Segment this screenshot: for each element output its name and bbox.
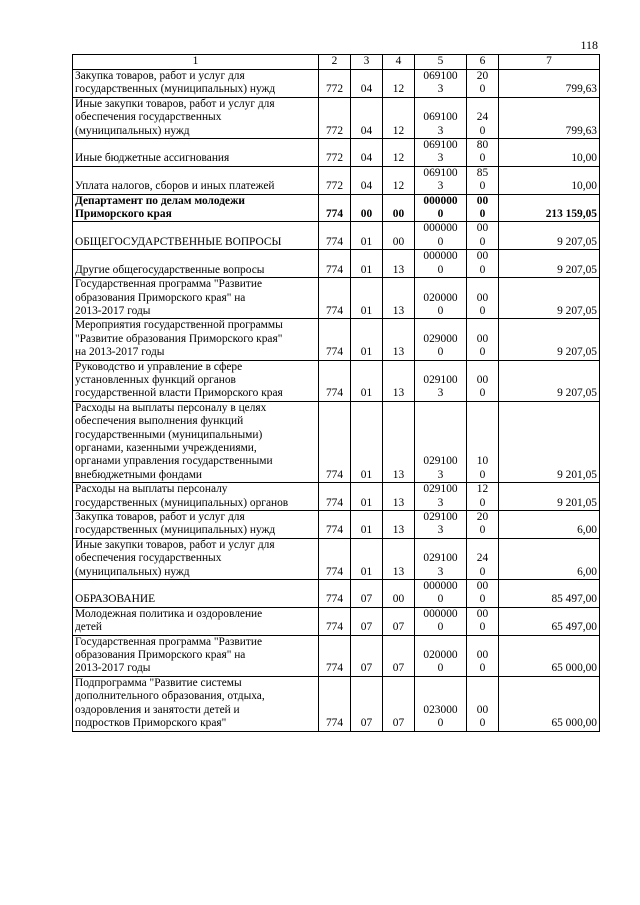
expense-type-cell: 00 0 [467, 222, 499, 250]
section-cell: 01 [351, 401, 383, 482]
code-cell: 774 [319, 538, 351, 579]
subsection-cell: 13 [383, 483, 415, 511]
table-row [73, 70, 600, 98]
code-cell: 774 [319, 319, 351, 360]
target-article-cell: 029000 0 [415, 319, 467, 360]
table-header-row [73, 55, 600, 70]
row-name-cell: Закупка товаров, работ и услуг для государственных (муниципальных) нужд [73, 70, 319, 98]
amount-cell: 65 497,00 [499, 607, 600, 635]
amount-cell: 799,63 [499, 97, 600, 138]
amount-cell: 6,00 [499, 511, 600, 539]
section-cell: 01 [351, 319, 383, 360]
section-cell: 04 [351, 97, 383, 138]
code-cell: 774 [319, 401, 351, 482]
subsection-cell: 12 [383, 70, 415, 98]
target-article-cell: 000000 0 [415, 607, 467, 635]
row-name-cell: Расходы на выплаты персоналу в целях обеспечения выполнения функций государственными (муниципальными) органами, казенными учреждениями, органами управления государственными внебюджетными фондами [73, 401, 319, 482]
row-name-cell: Департамент по делам молодежи Приморского края [73, 194, 319, 222]
subsection-cell: 07 [383, 607, 415, 635]
target-article-cell: 029100 3 [415, 360, 467, 401]
table-row [73, 607, 600, 635]
subsection-cell: 13 [383, 319, 415, 360]
code-cell: 774 [319, 360, 351, 401]
expense-type-cell: 00 0 [467, 635, 499, 676]
target-article-cell: 069100 3 [415, 139, 467, 167]
table-row [73, 139, 600, 167]
row-name-cell: Другие общегосударственные вопросы [73, 250, 319, 278]
row-name-cell: Подпрограмма "Развитие системы дополнительного образования, отдыха, оздоровления и занятости детей и подростков Приморского края" [73, 676, 319, 731]
table-row [73, 250, 600, 278]
section-cell: 07 [351, 580, 383, 608]
target-article-cell: 069100 3 [415, 166, 467, 194]
table-row [73, 360, 600, 401]
expense-type-cell: 12 0 [467, 483, 499, 511]
section-cell: 01 [351, 360, 383, 401]
subsection-cell: 13 [383, 278, 415, 319]
amount-cell: 6,00 [499, 538, 600, 579]
target-article-cell: 069100 3 [415, 70, 467, 98]
row-name-cell: Государственная программа "Развитие образования Приморского края" на 2013-2017 годы [73, 635, 319, 676]
amount-cell: 65 000,00 [499, 676, 600, 731]
table-body [73, 70, 600, 732]
code-cell: 772 [319, 166, 351, 194]
section-cell: 01 [351, 222, 383, 250]
row-name-cell: Иные закупки товаров, работ и услуг для обеспечения государственных (муниципальных) нужд [73, 538, 319, 579]
section-cell: 01 [351, 511, 383, 539]
table-row [73, 319, 600, 360]
code-cell: 772 [319, 70, 351, 98]
target-article-cell: 020000 0 [415, 635, 467, 676]
amount-cell: 213 159,05 [499, 194, 600, 222]
row-name-cell: Государственная программа "Развитие образования Приморского края" на 2013-2017 годы [73, 278, 319, 319]
section-cell: 07 [351, 607, 383, 635]
table-row [73, 222, 600, 250]
expense-type-cell: 80 0 [467, 139, 499, 167]
expense-type-cell: 85 0 [467, 166, 499, 194]
header-cell: 1 [73, 55, 319, 70]
subsection-cell: 12 [383, 97, 415, 138]
expense-type-cell: 00 0 [467, 607, 499, 635]
expense-type-cell: 24 0 [467, 97, 499, 138]
target-article-cell: 000000 0 [415, 250, 467, 278]
table-row [73, 278, 600, 319]
code-cell: 774 [319, 607, 351, 635]
section-cell: 04 [351, 70, 383, 98]
code-cell: 774 [319, 250, 351, 278]
row-name-cell: Руководство и управление в сфере установленных функций органов государственной власти Приморского края [73, 360, 319, 401]
table-row [73, 401, 600, 482]
expense-type-cell: 00 0 [467, 360, 499, 401]
expense-type-cell: 24 0 [467, 538, 499, 579]
expense-type-cell: 20 0 [467, 70, 499, 98]
table-row [73, 538, 600, 579]
expense-type-cell: 00 0 [467, 580, 499, 608]
code-cell: 774 [319, 194, 351, 222]
subsection-cell: 00 [383, 222, 415, 250]
code-cell: 774 [319, 676, 351, 731]
amount-cell: 9 207,05 [499, 278, 600, 319]
target-article-cell: 029100 3 [415, 511, 467, 539]
table-row [73, 580, 600, 608]
expense-type-cell: 00 0 [467, 194, 499, 222]
expense-type-cell: 00 0 [467, 278, 499, 319]
expense-type-cell: 00 0 [467, 319, 499, 360]
expense-type-cell: 00 0 [467, 676, 499, 731]
section-cell: 07 [351, 676, 383, 731]
expense-type-cell: 10 0 [467, 401, 499, 482]
header-cell: 4 [383, 55, 415, 70]
section-cell: 04 [351, 166, 383, 194]
section-cell: 07 [351, 635, 383, 676]
row-name-cell: Иные бюджетные ассигнования [73, 139, 319, 167]
row-name-cell: Иные закупки товаров, работ и услуг для обеспечения государственных (муниципальных) нужд [73, 97, 319, 138]
budget-table [72, 54, 600, 732]
target-article-cell: 029100 3 [415, 538, 467, 579]
target-article-cell: 000000 0 [415, 580, 467, 608]
subsection-cell: 13 [383, 250, 415, 278]
code-cell: 774 [319, 278, 351, 319]
table-row [73, 483, 600, 511]
subsection-cell: 13 [383, 538, 415, 579]
amount-cell: 799,63 [499, 70, 600, 98]
amount-cell: 85 497,00 [499, 580, 600, 608]
amount-cell: 9 201,05 [499, 401, 600, 482]
code-cell: 772 [319, 97, 351, 138]
code-cell: 772 [319, 139, 351, 167]
expense-type-cell: 20 0 [467, 511, 499, 539]
amount-cell: 9 201,05 [499, 483, 600, 511]
row-name-cell: Молодежная политика и оздоровление детей [73, 607, 319, 635]
header-cell: 7 [499, 55, 600, 70]
amount-cell: 10,00 [499, 139, 600, 167]
amount-cell: 65 000,00 [499, 635, 600, 676]
target-article-cell: 069100 3 [415, 97, 467, 138]
subsection-cell: 12 [383, 166, 415, 194]
header-cell: 6 [467, 55, 499, 70]
row-name-cell: Мероприятия государственной программы "Развитие образования Приморского края" на 2013-2017 годы [73, 319, 319, 360]
amount-cell: 10,00 [499, 166, 600, 194]
header-cell: 3 [351, 55, 383, 70]
page-number: 118 [580, 38, 598, 52]
table-row [73, 511, 600, 539]
target-article-cell: 023000 0 [415, 676, 467, 731]
table-row [73, 635, 600, 676]
target-article-cell: 029100 3 [415, 401, 467, 482]
target-article-cell: 000000 0 [415, 194, 467, 222]
subsection-cell: 13 [383, 401, 415, 482]
section-cell: 01 [351, 278, 383, 319]
section-cell: 01 [351, 538, 383, 579]
amount-cell: 9 207,05 [499, 319, 600, 360]
code-cell: 774 [319, 222, 351, 250]
code-cell: 774 [319, 580, 351, 608]
expense-type-cell: 00 0 [467, 250, 499, 278]
subsection-cell: 00 [383, 580, 415, 608]
row-name-cell: Расходы на выплаты персоналу государственных (муниципальных) органов [73, 483, 319, 511]
section-cell: 01 [351, 250, 383, 278]
section-cell: 01 [351, 483, 383, 511]
row-name-cell: Закупка товаров, работ и услуг для государственных (муниципальных) нужд [73, 511, 319, 539]
target-article-cell: 029100 3 [415, 483, 467, 511]
subsection-cell: 07 [383, 676, 415, 731]
code-cell: 774 [319, 635, 351, 676]
row-name-cell: ОБЩЕГОСУДАРСТВЕННЫЕ ВОПРОСЫ [73, 222, 319, 250]
subsection-cell: 07 [383, 635, 415, 676]
section-cell: 04 [351, 139, 383, 167]
amount-cell: 9 207,05 [499, 360, 600, 401]
subsection-cell: 13 [383, 511, 415, 539]
header-cell: 2 [319, 55, 351, 70]
code-cell: 774 [319, 511, 351, 539]
target-article-cell: 020000 0 [415, 278, 467, 319]
table-row [73, 97, 600, 138]
code-cell: 774 [319, 483, 351, 511]
amount-cell: 9 207,05 [499, 222, 600, 250]
row-name-cell: ОБРАЗОВАНИЕ [73, 580, 319, 608]
target-article-cell: 000000 0 [415, 222, 467, 250]
subsection-cell: 13 [383, 360, 415, 401]
subsection-cell: 00 [383, 194, 415, 222]
section-cell: 00 [351, 194, 383, 222]
row-name-cell: Уплата налогов, сборов и иных платежей [73, 166, 319, 194]
amount-cell: 9 207,05 [499, 250, 600, 278]
table-row [73, 166, 600, 194]
table-row [73, 676, 600, 731]
table-row [73, 194, 600, 222]
subsection-cell: 12 [383, 139, 415, 167]
header-cell: 5 [415, 55, 467, 70]
